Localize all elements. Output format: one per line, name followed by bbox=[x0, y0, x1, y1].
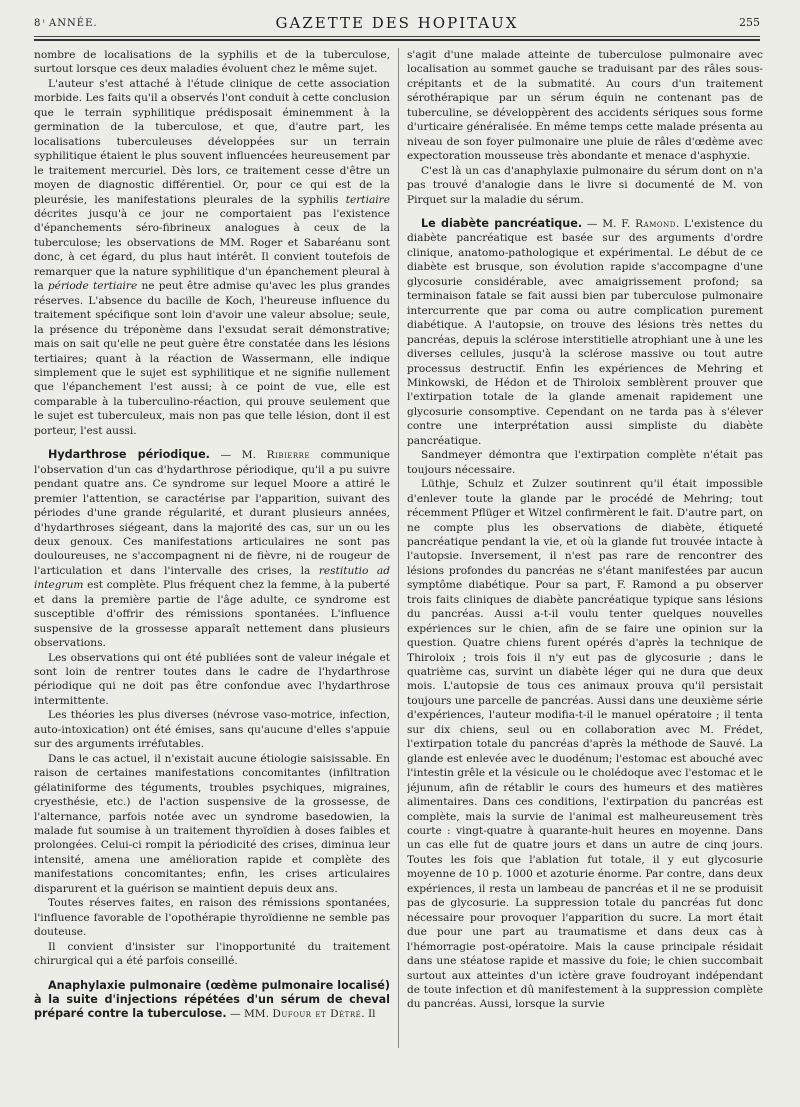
italic-term: période tertiaire bbox=[47, 280, 138, 293]
journal-title: GAZETTE DES HOPITAUX bbox=[275, 14, 519, 32]
paragraph: C'est là un cas d'anaphylaxie pulmonaire du sérum dont on n'a pas trouvé d'analogie dans le livre si documenté de M. von Pirquet sur la maladie du sérum. bbox=[407, 164, 763, 206]
paragraph: s'agit d'une malade atteinte de tuberculose pulmonaire avec localisation au sommet gauche se traduisant par des râles sous-crépitants et de la submatité. Au cours d'un traitement sérothérapique par un sérum équin ne contenant pas de tuberculine, se développèrent des accidents sériques sous forme d'urticaire généralisée. En même temps cette malade présenta au niveau de son foyer pulmonaire une pluie de râles d'œdème avec expectoration mousseuse très abondante et menace d'asphyxie. bbox=[407, 49, 763, 163]
header-year: 8 ͭ ANNÉE. bbox=[34, 18, 98, 29]
paragraph: Il convient d'insister sur l'inopportunité du traitement chirurgical qui a été parfois conseillé. bbox=[34, 940, 390, 968]
header-rule-thin bbox=[34, 36, 760, 37]
page-number: 255 bbox=[739, 16, 760, 29]
text-run: — MM. bbox=[226, 1008, 273, 1021]
text-run: décrites jusqu'à ce jour ne comportaient pas l'existence d'épanchements séro-fibrineux analogues à ceux de la tuberculose; les observations de MM. Roger et Sabaréanu sont donc, à cet égard, du plus haut intérêt. Il convient toutefois de remarquer que la nature syphilitique d'un épanchement pleural à la bbox=[34, 207, 390, 293]
italic-term: restitutio ad integrum bbox=[34, 564, 390, 592]
text-run: — M. F. bbox=[582, 217, 636, 230]
author-name: Ramond bbox=[635, 217, 676, 230]
italic-term: tertiaire bbox=[345, 193, 390, 206]
text-run: . Il bbox=[361, 1008, 376, 1021]
section-heading: Anaphylaxie pulmonaire (œdème pulmonaire localisé) à la suite d'injections répétées d'un sérum de cheval préparé contre la tuberculose. bbox=[34, 978, 390, 1021]
right-column bbox=[407, 48, 763, 1088]
paragraph: Toutes réserves faites, en raison des rémissions spontanées, l'influence favorable de l'opothérapie thyroïdienne ne semble pas douteuse. bbox=[34, 897, 390, 939]
paragraph: Les théories les plus diverses (névrose vaso-motrice, infection, auto-intoxication) ont été émises, sans qu'aucune d'elles s'appuie sur des arguments irréfutables. bbox=[34, 709, 390, 751]
text-run: L'auteur s'est attaché à l'étude clinique de cette association morbide. Les faits qu'il a observés l'ont conduit à cette conclusion que le terrain syphilitique prédisposait éminemment à la germination de la tuberculose, et que, d'autre part, les localisations tuberculeuses développées sur un terrain syphilitique étaient le plus souvent influencées heureusement par le traitement mercuriel. Dès lors, ce traitement cesse d'être un moyen de diagnostic différentiel. Or, pour ce qui est de la pleurésie, les manifestations pleurales de la syphilis bbox=[34, 77, 390, 206]
text-run: ne peut être admise qu'avec les plus grandes réserves. L'absence du bacille de Koch, l'heureuse influence du traitement spécifique sont loin d'avoir une valeur absolue; seule, la présence du tréponème dans l'exsudat serait démonstrative; mais on sait qu'elle ne peut guère être constatée dans les lésions tertiaires; quant à la réaction de Wassermann, elle indique simplement que le sujet est syphilitique et ne signifie nullement que l'épanchement l'est aussi; à ce point de vue, elle est comparable à la tuberculino-réaction, qui prouve seulement que le sujet est tuberculeux, mais non pas que telle lésion, dont il est porteur, l'est aussi. bbox=[34, 280, 390, 437]
paragraph bbox=[34, 77, 390, 438]
author-name: Dufour et Détré bbox=[272, 1008, 362, 1021]
section-hydarthrose bbox=[34, 448, 390, 650]
text-run: est complète. Plus fréquent chez la femme, à la puberté et dans la première partie de l'âge adulte, ce syndrome est susceptible d'offrir des rémissions spontanées. L'influence suspensive de la grossesse apparaît nettement dans plusieurs observations. bbox=[34, 579, 390, 650]
text-run: . L'existence du diabète pancréatique est basée sur des arguments d'ordre clinique, anatomo-pathologique et expérimental. Le début de ce diabète est brusque, son évolution rapide s'accompagne d'une glycosurie considérable, avec amaigrissement profond; sa terminaison fatale se fait aussi bien par tuberculose pulmonaire intercurrente que par coma ou autre complication purement diabétique. A l'autopsie, on trouve des lésions très nettes du pancréas, depuis la sclérose interstitielle atrophiant une à une les diverses cellules, jusqu'à la sclérose massive ou tout autre processus destructif. Enfin les expériences de Mehring et Minkowski, de Hédon et de Thiroloix semblèrent prouver que l'extirpation totale de la glande amenait rapidement une glycosurie consomptive. Cependant on ne tarda pas à s'élever contre une interprétation aussi simpliste du diabète pancréatique. bbox=[407, 217, 763, 447]
section-anaphylaxie bbox=[34, 979, 390, 1022]
paragraph: Les observations qui ont été publiées sont de valeur inégale et sont loin de rentrer toutes dans le cadre de l'hydarthrose périodique qui ne doit pas être confondue avec l'hydarthrose intermittente. bbox=[34, 651, 390, 707]
paragraph: Lüthje, Schulz et Zulzer soutinrent qu'il était impossible d'enlever toute la glande par le procédé de Mehring; tout récemment Pflüger et Witzel confirmèrent le fait. D'autre part, on ne compte plus les observations de diabète, étiqueté pancréatique pendant la vie, et où la glande fut trouvée intacte à l'autopsie. Inversement, il n'est pas rare de rencontrer des lésions profondes du pancréas ne s'étant manifestées par aucun symptôme diabétique. Pour sa part, F. Ramond a pu observer trois faits cliniques de diabète pancréatique typique sans lésions du pancréas. Aussi a-t-il voulu tenter quelques nouvelles expériences sur le chien, afin de se faire une opinion sur la question. Quatre chiens furent opérés d'après la technique de Thiroloix ; trois fois il n'y eut pas de glycosurie ; dans le quatrième cas, survint un diabète léger qui ne dura que deux mois. L'autopsie de tous ces animaux prouva qu'il persistait toujours une parcelle de pancréas. Aussi dans une deuxième série d'expériences, l'auteur modifia-t-il le manuel opératoire ; il tenta sur dix chiens, seul ou en collaboration avec M. Frédet, l'extirpation totale du pancréas d'après la méthode de Sauvé. La glande est enlevée avec le duodénum; l'estomac est abouché avec l'intestin grêle et la vésicule ou le cholédoque avec l'estomac et le jéjunum, afin de rétablir le cours des humeurs et des matières alimentaires. Dans ces conditions, l'extirpation du pancréas est complète, mais la survie de l'animal est malheureusement très courte : vingt-quatre à quarante-huit heures en moyenne. Dans un cas elle fut de quatre jours et dans un autre de cinq jours. Toutes les fois que l'ablation fut totale, il y eut glycosurie moyenne de 10 p. 1000 et azoturie énorme. Par contre, dans deux expériences, il resta un lambeau de pancréas et il ne se produisit pas de glycosurie. La suppression totale du pancréas fut donc nécessaire pour provoquer l'apparition du sucre. La mort était due pour une part au traumatisme et dans deux cas à l'hémorragie post-opératoire. Mais la cause principale résidait dans une stéatose rapide et massive du foie; le chien succombait surtout aux atteintes d'un ictère grave foudroyant indépendant de toute infection et dû manifestement à la suppression complète du pancréas. Aussi, lorsque la survie bbox=[407, 478, 763, 1011]
running-header bbox=[34, 14, 760, 36]
left-column bbox=[34, 48, 390, 1088]
section-heading: Le diabète pancréatique. bbox=[421, 216, 583, 230]
section-diabete bbox=[407, 217, 763, 448]
header-rule-thick bbox=[34, 39, 760, 41]
author-name: Ribierre bbox=[266, 449, 311, 462]
paragraph: Sandmeyer démontra que l'extirpation complète n'était pas toujours nécessaire. bbox=[407, 449, 763, 476]
paragraph: Dans le cas actuel, il n'existait aucune étiologie saisissable. En raison de certaines manifestations concomitantes (infiltration gélatiniforme des téguments, troubles psychiques, migraines, cryesthésie, etc.) de l'action suspensive de la grossesse, de l'alternance, parfois notée avec un syndrome basedowien, la malade fut soumise à un traitement thyroïdien à doses faibles et prolongées. Celui-ci rompit la périodicité des crises, diminua leur intensité, amena une amélioration rapide et complète des manifestations concomitantes; enfin, les crises articulaires disparurent et la guérison se maintient depuis deux ans. bbox=[34, 752, 390, 895]
paragraph: nombre de localisations de la syphilis et de la tuberculose, surtout lorsque ces deux maladies évoluent chez le même sujet. bbox=[34, 49, 390, 76]
text-run: — M. bbox=[209, 449, 267, 462]
column-divider bbox=[398, 48, 399, 1048]
text-run: communique l'observation d'un cas d'hydarthrose périodique, qu'il a pu suivre pendant quatre ans. Ce syndrome sur lequel Moore a attiré le premier l'attention, se caractérise par l'apparition, suivant des périodes d'une grande régularité, et durant plusieurs années, d'hydarthroses siégeant, dans la majorité des cas, sur un ou les deux genoux. Ces manifestations articulaires ne sont pas douloureuses, ne s'accompagnent ni de fièvre, ni de rougeur de l'articulation et dans l'intervalle des crises, la bbox=[34, 449, 390, 577]
section-heading: Hydarthrose périodique. bbox=[48, 448, 210, 462]
